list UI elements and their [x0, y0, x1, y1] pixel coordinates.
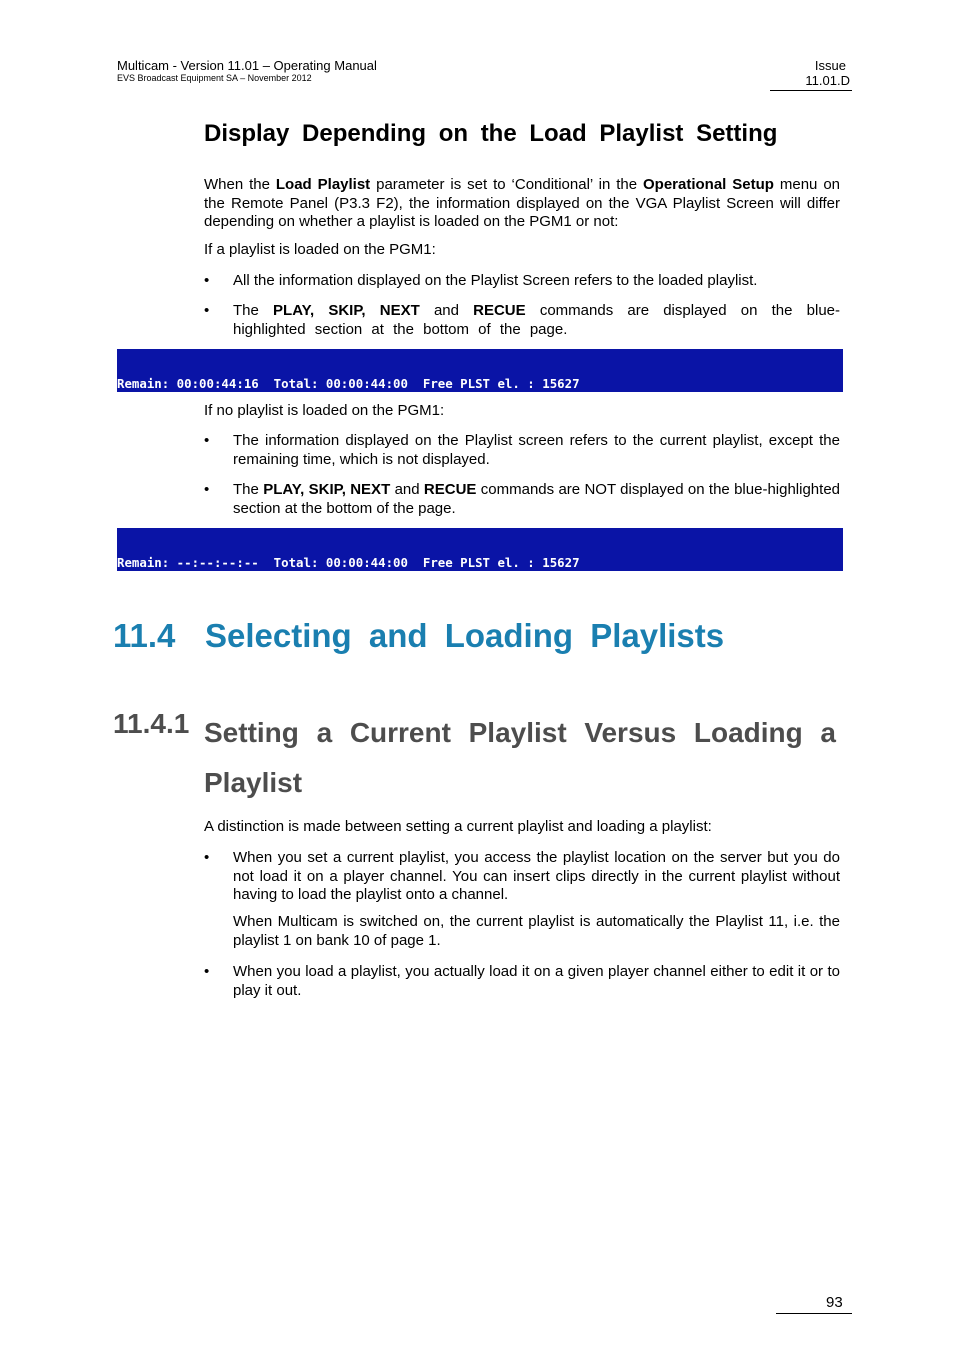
playlist-screen-not-loaded	[117, 528, 843, 571]
set-current-bullet: When you set a current playlist, you access the playlist location on the server but you do not load it on a player channel. You can insert clips directly in the current playlist without having to load the playlist onto a channel.	[233, 849, 840, 903]
free-elements-text: Free PLST el. : 15627	[422, 555, 580, 570]
total-text: Total: 00:00:44:00	[273, 376, 408, 391]
header-subtitle: EVS Broadcast Equipment SA – November 2012	[117, 73, 312, 83]
distinction-intro: A distinction is made between setting a current playlist and loading a playlist:	[204, 818, 712, 835]
loaded-bullet-1: All the information displayed on the Playlist Screen refers to the loaded playlist.	[233, 272, 758, 289]
loaded-bullet-2: The PLAY, SKIP, NEXT and RECUE commands are displayed on the blue-highlighted section at the bottom of the page.	[233, 302, 841, 338]
section-heading-11-4	[113, 617, 724, 655]
page-number: 93	[826, 1294, 843, 1311]
intro-paragraph: When the Load Playlist parameter is set to ‘Conditional’ in the Operational Setup menu on the Remote Panel (P3.3 F2), the information displayed on the VGA Playlist Screen will differ depending on whether a playlist is loaded on the PGM1 or not:	[204, 176, 841, 230]
bullet-marker: •	[204, 272, 210, 289]
bullet-marker: •	[204, 849, 210, 866]
not-loaded-intro: If no playlist is loaded on the PGM1:	[204, 402, 445, 419]
total-text: Total: 00:00:44:00	[273, 555, 408, 570]
bullet-marker: •	[204, 302, 210, 319]
section-heading-display: Display Depending on the Load Playlist Setting	[204, 120, 778, 147]
load-playlist-bullet: When you load a playlist, you actually load it on a given player channel either to edit it or to play it out.	[233, 963, 840, 999]
remain-text: Remain: --:--:--:--	[117, 555, 259, 570]
bullet-marker: •	[204, 963, 210, 980]
playlist-screen-loaded	[117, 349, 843, 392]
not-loaded-bullet-1: The information displayed on the Playlist screen refers to the current playlist, except the remaining time, which is not displayed.	[233, 432, 840, 468]
section-title: Selecting and Loading Playlists	[205, 617, 725, 654]
free-elements-text: Free PLST el. : 15627	[422, 376, 580, 391]
set-current-note: When Multicam is switched on, the current playlist is automatically the Playlist 11, i.e. the playlist 1 on bank 10 of page 1.	[233, 913, 840, 949]
subsection-number: 11.4.1	[113, 708, 190, 739]
header-rule	[770, 90, 852, 91]
bullet-marker: •	[204, 432, 210, 449]
not-loaded-bullet-2: The PLAY, SKIP, NEXT and RECUE commands are NOT displayed on the blue-highlighted section at the bottom of the page.	[233, 481, 840, 517]
section-number: 11.4	[113, 617, 176, 654]
footer-rule	[776, 1313, 852, 1314]
header-title: Multicam - Version 11.01 – Operating Manual	[117, 58, 377, 73]
remain-text: Remain: 00:00:44:16	[117, 376, 259, 391]
issue-label: Issue	[814, 58, 846, 73]
bullet-marker: •	[204, 481, 210, 498]
loaded-intro: If a playlist is loaded on the PGM1:	[204, 241, 436, 258]
issue-value: 11.01.D	[805, 73, 850, 88]
subsection-title: Setting a Current Playlist Versus Loading a Playlist	[204, 717, 836, 798]
